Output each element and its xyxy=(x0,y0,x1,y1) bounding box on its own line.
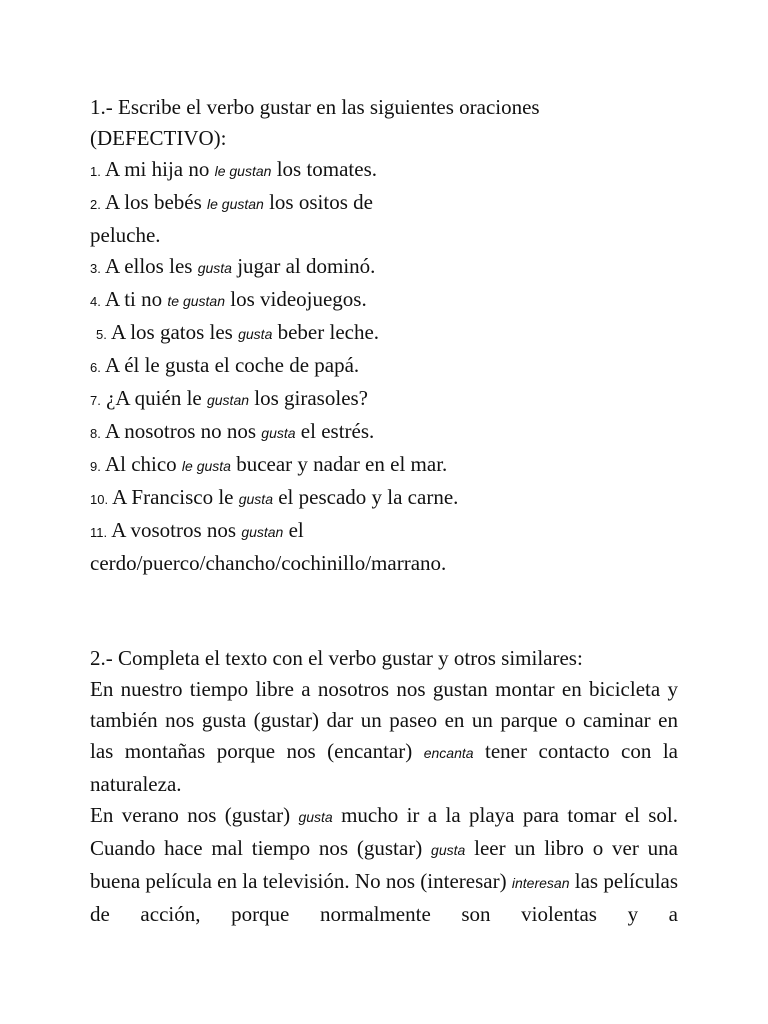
item-answer: gustan xyxy=(206,392,250,408)
paragraph-text: En nuestro tiempo libre a nosotros nos gustan montar en bicicleta y también nos gusta (gustar) dar un paseo en un parque o caminar en las montañas porque nos (encantar) xyxy=(90,677,678,763)
section2-title: 2.- Completa el texto con el verbo gustar y otros similares: xyxy=(90,646,583,670)
item-text-before: ¿A quién le xyxy=(106,386,202,410)
paragraph-text: mucho ir a la playa para tomar el sol. Cuando hace mal tiempo nos (gustar) xyxy=(90,803,678,860)
item-text-before: A los bebés xyxy=(104,190,202,214)
exercise-item-2-continuation: peluche. xyxy=(90,223,161,247)
item-text-after: los ositos de xyxy=(269,190,373,214)
section2-paragraph-2 xyxy=(90,800,678,930)
document-content xyxy=(90,92,678,930)
item-text-after: el xyxy=(288,518,304,542)
exercise-item-11-continuation: cerdo/puerco/chancho/cochinillo/marrano. xyxy=(90,551,447,575)
item-text-before: A él le gusta el coche de papá. xyxy=(104,353,360,377)
paragraph-answer: interesan xyxy=(511,875,570,891)
item-text-before: A Francisco le xyxy=(112,485,234,509)
item-number: 8. xyxy=(90,426,101,441)
item-number: 6. xyxy=(90,360,101,375)
paragraph-answer: gusta xyxy=(431,842,466,858)
item-text-before: A mi hija no xyxy=(104,157,210,181)
item-text-after: bucear y nadar en el mar. xyxy=(236,452,448,476)
exercise-item-8 xyxy=(90,416,678,449)
exercise-item-4 xyxy=(90,284,678,317)
item-number: 5. xyxy=(96,327,107,342)
item-number: 2. xyxy=(90,197,101,212)
item-number: 11. xyxy=(90,525,108,540)
item-text-after: los tomates. xyxy=(276,157,378,181)
exercise-item-10 xyxy=(90,482,678,515)
exercise-item-11 xyxy=(90,515,678,548)
exercise-item-5 xyxy=(90,317,678,350)
item-answer: gusta xyxy=(238,491,273,507)
paragraph-text: tener contacto con la naturaleza. xyxy=(90,739,679,796)
item-answer: gusta xyxy=(261,425,296,441)
item-answer: gustan xyxy=(241,524,284,540)
item-text-after: el estrés. xyxy=(300,419,375,443)
item-text-before: Al chico xyxy=(104,452,177,476)
paragraph-text: las películas de acción, porque normalmente son violentas y a xyxy=(90,869,679,926)
item-answer: gusta xyxy=(197,260,232,276)
paragraph-text: En verano nos (gustar) xyxy=(90,803,291,827)
exercise-item-9 xyxy=(90,449,678,482)
item-text-after: beber leche. xyxy=(277,320,380,344)
item-number: 10. xyxy=(90,492,109,507)
item-text-after: el pescado y la carne. xyxy=(278,485,459,509)
exercise-item-3 xyxy=(90,251,678,284)
item-text-before: A ti no xyxy=(104,287,163,311)
item-text-after: jugar al dominó. xyxy=(237,254,376,278)
exercise-item-2 xyxy=(90,187,678,220)
section1-title-line2: (DEFECTIVO): xyxy=(90,126,227,150)
paragraph-answer: encanta xyxy=(423,745,474,761)
item-number: 3. xyxy=(90,261,101,276)
section1-title-line1: 1.- Escribe el verbo gustar en las siguientes oraciones xyxy=(90,95,540,119)
section2-paragraph-1 xyxy=(90,674,678,800)
item-answer: le gustan xyxy=(214,163,272,179)
item-answer: le gustan xyxy=(207,196,264,212)
item-number: 4. xyxy=(90,294,101,309)
paragraph-answer: gusta xyxy=(298,809,333,825)
item-text-before: A vosotros nos xyxy=(111,518,237,542)
item-answer: le gusta xyxy=(181,458,231,474)
item-number: 1. xyxy=(90,164,101,179)
exercise-item-1 xyxy=(90,154,678,187)
item-text-before: A ellos les xyxy=(104,254,193,278)
item-answer: te gustan xyxy=(167,293,225,309)
paragraph-text: leer un libro o ver una buena película en la televisión. No nos (interesar) xyxy=(90,836,678,893)
exercise-item-6 xyxy=(90,350,678,383)
item-text-after: los girasoles? xyxy=(254,386,369,410)
item-text-before: A los gatos les xyxy=(110,320,233,344)
item-number: 7. xyxy=(90,393,101,408)
item-number: 9. xyxy=(90,459,101,474)
exercise-item-7 xyxy=(90,383,678,416)
item-text-after: los videojuegos. xyxy=(230,287,367,311)
item-text-before: A nosotros no nos xyxy=(104,419,257,443)
item-answer: gusta xyxy=(238,326,273,342)
